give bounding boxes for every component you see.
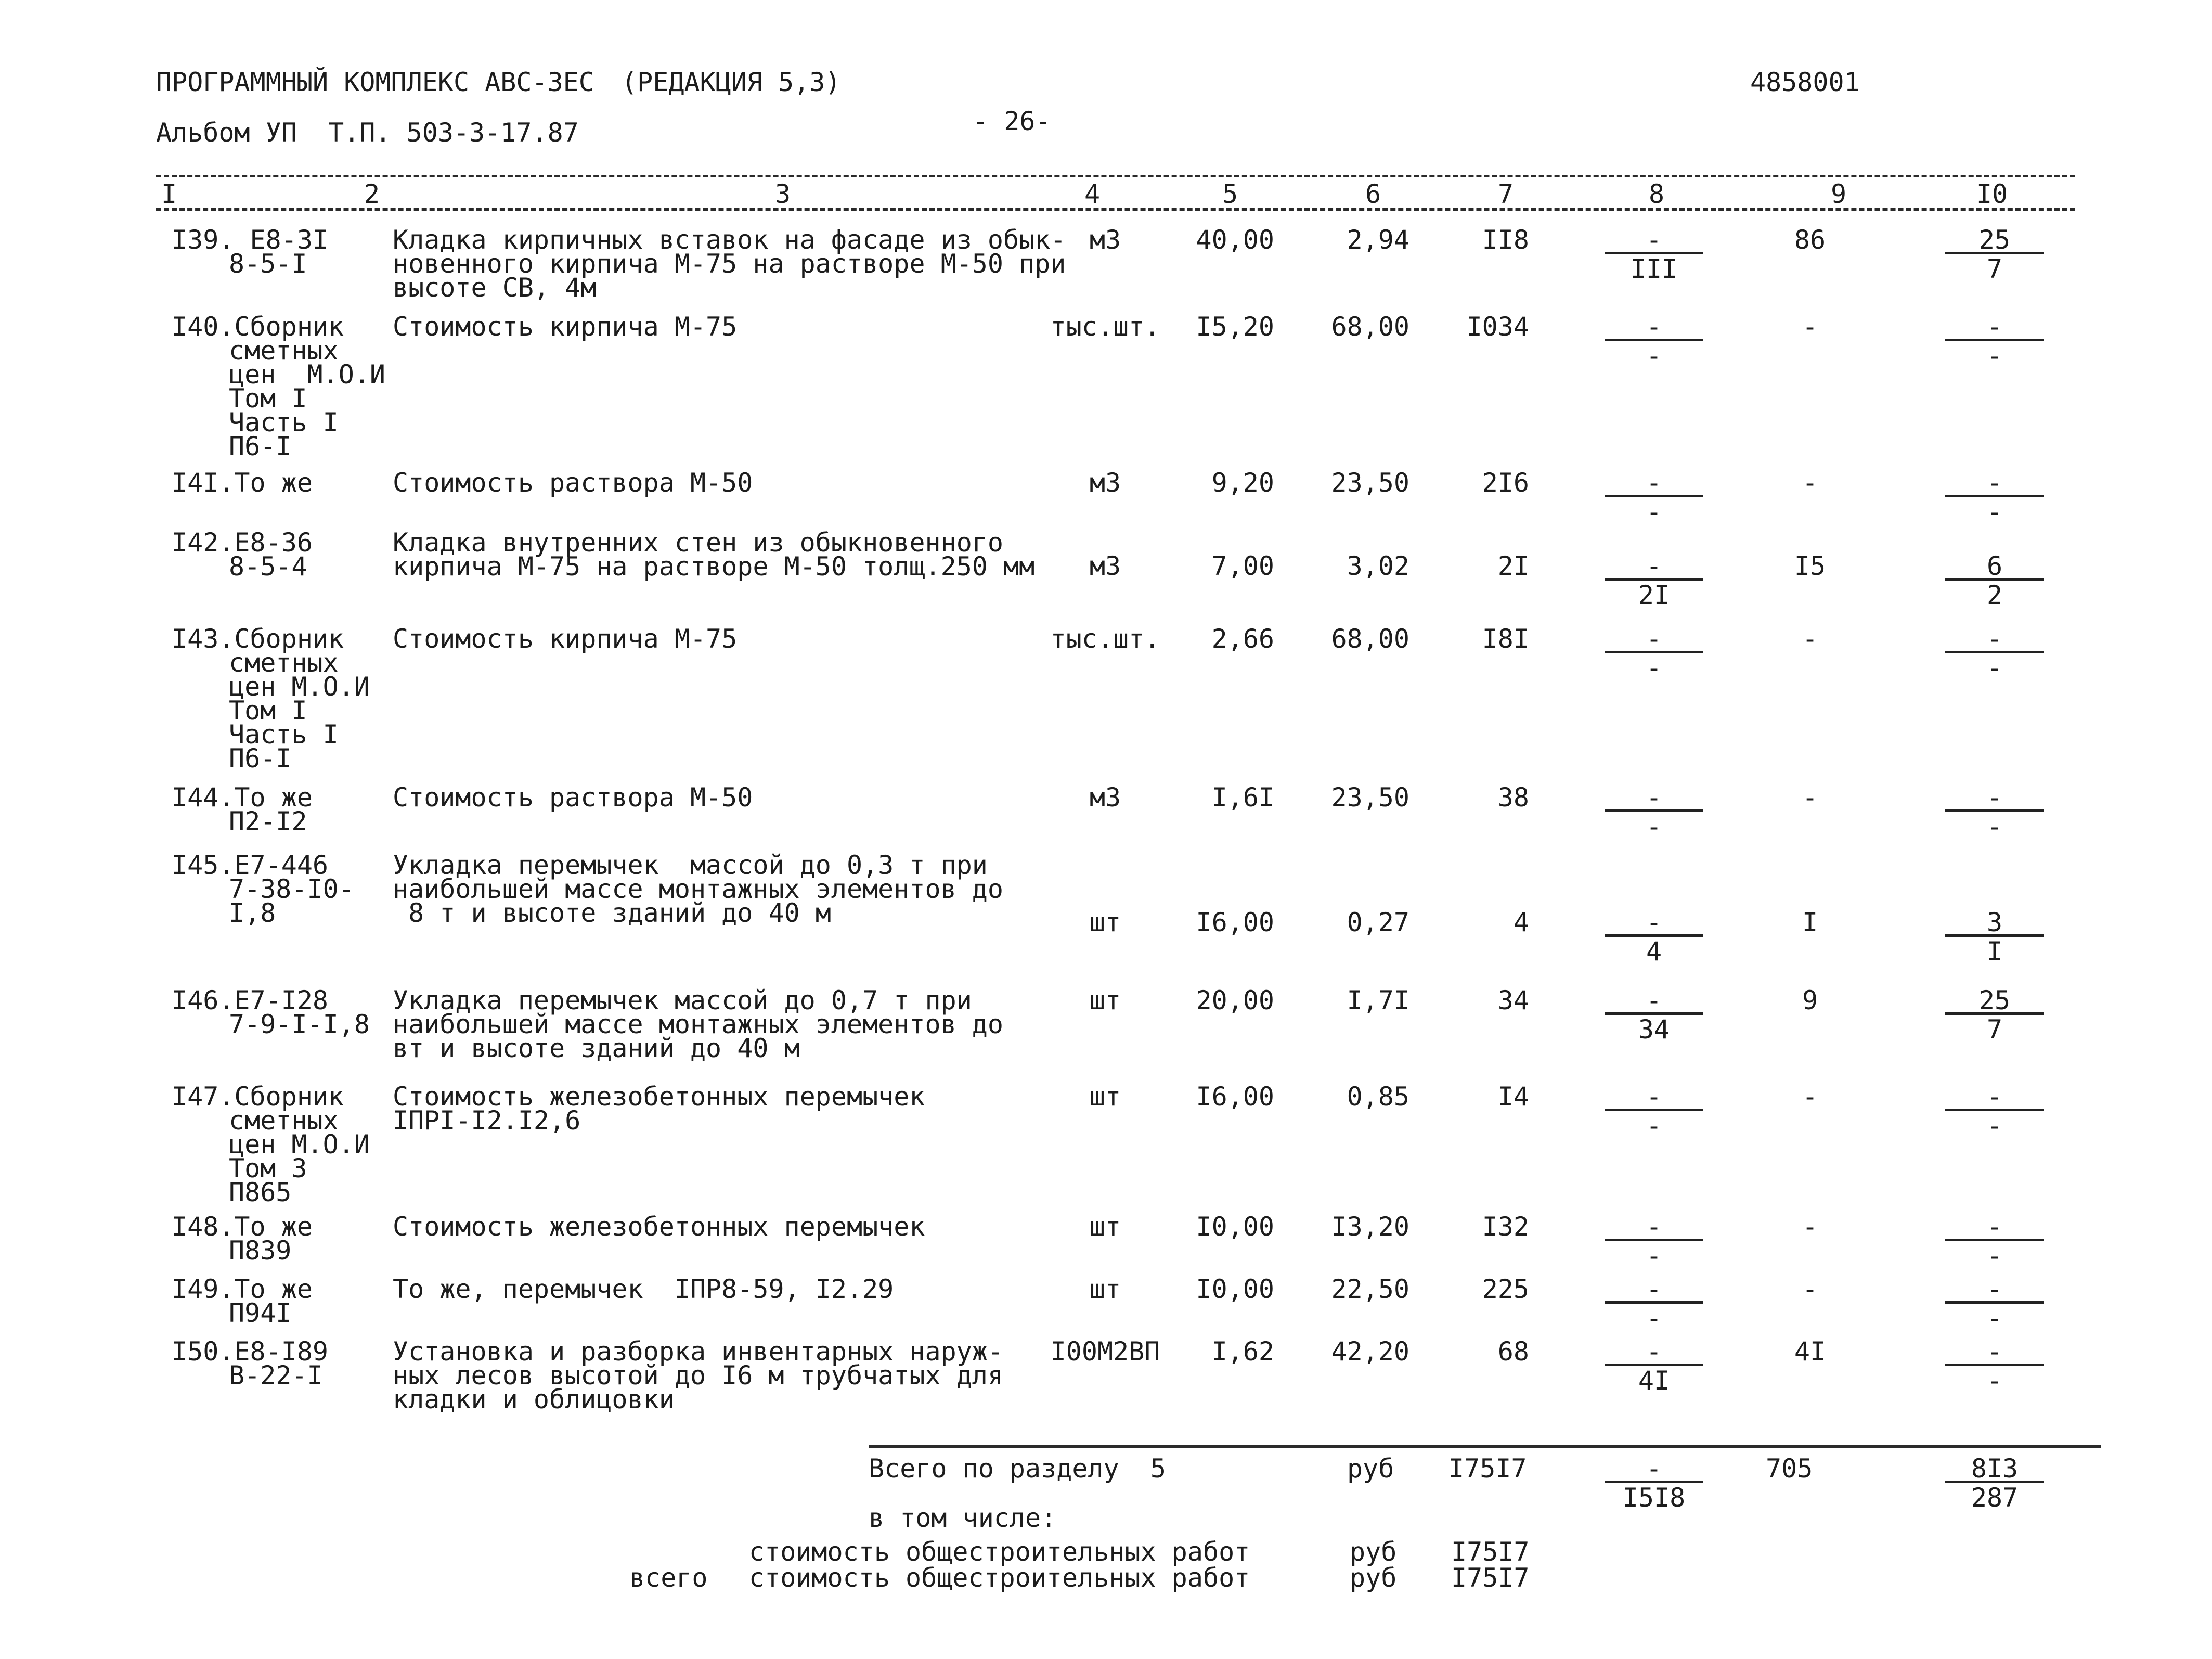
column-header-6: 6 [1365, 179, 1381, 209]
totals-col10-bottom: 287 [1971, 1483, 2019, 1513]
row-quantity: 40,00 [1196, 225, 1274, 255]
row-col10-fraction-top: - [1986, 1274, 2003, 1304]
row-col8-fraction-top: - [1646, 907, 1662, 937]
totals-col8-top: - [1646, 1454, 1662, 1484]
row-col10-fraction [1945, 1082, 2044, 1158]
row-code-line: I,8 [229, 898, 276, 928]
row-description-line: Стоимость раствора М-50 [393, 468, 753, 498]
row-col8-fraction-bottom: - [1646, 812, 1662, 842]
row-col10-fraction-bottom: - [1986, 1366, 2003, 1396]
row-code-line: П839 [229, 1236, 292, 1266]
column-header-3: 3 [775, 179, 791, 209]
row-col10-fraction-bottom: - [1986, 1241, 2003, 1271]
row-description-line: новенного кирпича М-75 на растворе М-50 при [393, 249, 1066, 279]
totals-col8-bottom: I5I8 [1622, 1483, 1686, 1513]
row-total-cost: I8I [1482, 624, 1529, 654]
row-code-line: сметных [229, 648, 339, 678]
row-col10-fraction [1945, 907, 2044, 983]
row-col8-fraction [1605, 1336, 1703, 1412]
row-quantity: 9,20 [1211, 468, 1274, 498]
header-bottom-rule [156, 208, 2075, 211]
row-number-code: I49.То же [172, 1274, 313, 1304]
row-number-code: I50.Е8-I89 [172, 1336, 329, 1367]
row-col8-fraction-top: - [1646, 551, 1662, 581]
row-col10-fraction [1945, 782, 2044, 858]
row-col10-fraction-top: - [1986, 782, 2003, 813]
row-number-code: I39. Е8-3I [172, 225, 329, 255]
row-unit-price: I,7I [1347, 985, 1409, 1015]
totals-col10-top: 8I3 [1971, 1454, 2019, 1484]
row-col9: 9 [1802, 985, 1818, 1015]
work-cost-label-1: стоимость общестроительных работ [749, 1537, 1250, 1567]
row-unit: шт [1089, 1212, 1121, 1242]
row-col8-fraction-top: - [1646, 782, 1662, 813]
row-col8-fraction-bottom: - [1646, 653, 1662, 683]
row-col10-fraction-bottom: I [1986, 936, 2003, 967]
row-col8-fraction [1605, 312, 1703, 388]
row-description-line: наибольшей массе монтажных элементов до [393, 1009, 1003, 1039]
work-cost-unit-1: руб [1350, 1537, 1397, 1567]
row-total-cost: 68 [1497, 1336, 1529, 1367]
row-col8-fraction-bottom: - [1646, 1111, 1662, 1141]
row-description-line: наибольшей массе монтажных элементов до [393, 874, 1003, 904]
totals-col10 [1945, 1454, 2044, 1529]
row-col8-fraction-top: - [1646, 985, 1662, 1015]
row-unit: м3 [1089, 468, 1121, 498]
row-col8-fraction [1605, 1082, 1703, 1158]
row-unit-price: 0,27 [1347, 907, 1409, 937]
row-quantity: 2,66 [1211, 624, 1274, 654]
row-col8-fraction-bottom: 4 [1646, 936, 1662, 967]
row-description-line: вт и высоте зданий до 40 м [393, 1033, 800, 1063]
row-total-cost: 38 [1497, 782, 1529, 813]
row-quantity: I6,00 [1196, 907, 1274, 937]
row-unit-price: 23,50 [1331, 782, 1409, 813]
page-number: - 26- [973, 106, 1051, 136]
row-col8-fraction-bottom: - [1646, 497, 1662, 527]
row-code-line: Часть I [229, 407, 339, 438]
column-header-1: I [161, 179, 177, 209]
row-total-cost: I32 [1482, 1212, 1529, 1242]
row-col8-fraction-top: - [1646, 1336, 1662, 1367]
row-unit: м3 [1089, 782, 1121, 813]
work-cost-value-1: I75I7 [1451, 1537, 1530, 1567]
row-col10-fraction-top: - [1986, 1082, 2003, 1112]
row-col8-fraction [1605, 468, 1703, 544]
totals-cost: I75I7 [1448, 1454, 1527, 1484]
row-quantity: I5,20 [1196, 312, 1274, 342]
row-description-line: Установка и разборка инвентарных наруж- [393, 1336, 1003, 1367]
row-code-line: В-22-I [229, 1360, 323, 1391]
row-col10-fraction [1945, 225, 2044, 301]
work-cost-unit-2: руб [1350, 1563, 1397, 1593]
row-total-cost: 4 [1513, 907, 1529, 937]
header-top-rule [156, 175, 2075, 177]
row-col9: - [1802, 1274, 1818, 1304]
row-code-line: 7-38-I0- [229, 874, 354, 904]
row-quantity: I,62 [1211, 1336, 1274, 1367]
row-number-code: I42.Е8-36 [172, 528, 313, 558]
row-col8-fraction-bottom: - [1646, 1241, 1662, 1271]
row-code-line: 8-5-4 [229, 551, 307, 582]
row-description-line: Укладка перемычек массой до 0,3 т при [393, 850, 988, 880]
row-col8-fraction-bottom: III [1630, 254, 1678, 284]
row-col10-fraction-top: 3 [1986, 907, 2003, 937]
row-description-line: высоте СВ, 4м [393, 273, 597, 303]
work-cost-label-2: стоимость общестроительных работ [749, 1563, 1250, 1593]
row-unit: шт [1089, 1082, 1121, 1112]
row-col10-fraction-bottom: - [1986, 812, 2003, 842]
row-unit-price: 23,50 [1331, 468, 1409, 498]
row-number-code: I40.Сборник [172, 312, 344, 342]
row-code-line: цен М.О.И [229, 1129, 370, 1160]
column-header-10: I0 [1976, 179, 2008, 209]
totals-rule [869, 1445, 2101, 1448]
totals-unit: руб [1347, 1454, 1394, 1484]
row-code-line: цен М.О.И [229, 672, 370, 702]
row-description-line: Стоимость кирпича М-75 [393, 624, 738, 654]
row-description-line: Стоимость железобетонных перемычек [393, 1082, 925, 1112]
row-col10-fraction-top: - [1986, 1336, 2003, 1367]
row-quantity: 20,00 [1196, 985, 1274, 1015]
row-col9: - [1802, 1212, 1818, 1242]
row-col8-fraction-top: - [1646, 624, 1662, 654]
row-unit: шт [1089, 907, 1121, 937]
row-col8-fraction-bottom: 2I [1638, 580, 1670, 610]
work-cost-value-2: I75I7 [1451, 1563, 1530, 1593]
edition-label: (РЕДАКЦИЯ 5,3) [622, 67, 841, 97]
column-header-5: 5 [1222, 179, 1238, 209]
row-col8-fraction-top: - [1646, 1212, 1662, 1242]
row-unit-price: I3,20 [1331, 1212, 1409, 1242]
row-col10-fraction-bottom: 7 [1986, 1014, 2003, 1045]
row-col8-fraction-top: - [1646, 1274, 1662, 1304]
row-total-cost: 2I6 [1482, 468, 1529, 498]
row-col8-fraction-top: - [1646, 468, 1662, 498]
row-col8-fraction-top: - [1646, 225, 1662, 255]
row-unit-price: 68,00 [1331, 312, 1409, 342]
row-col10-fraction-bottom: - [1986, 1303, 2003, 1333]
row-unit: тыс.шт. [1050, 312, 1160, 342]
column-header-8: 8 [1649, 179, 1665, 209]
row-description-line: Стоимость раствора М-50 [393, 782, 753, 813]
row-unit-price: 2,94 [1347, 225, 1409, 255]
row-code-line: 7-9-I-I,8 [229, 1009, 370, 1039]
row-code-line: цен М.О.И [229, 359, 386, 390]
row-code-line: П6-I [229, 743, 292, 774]
row-total-cost: II8 [1482, 225, 1529, 255]
row-code-line: П865 [229, 1177, 292, 1207]
row-col8-fraction-top: - [1646, 312, 1662, 342]
document-number: 4858001 [1750, 67, 1860, 97]
totals-col9: 705 [1766, 1454, 1813, 1484]
row-col10-fraction-bottom: 7 [1986, 254, 2003, 284]
row-description-line: Стоимость кирпича М-75 [393, 312, 738, 342]
row-col9: - [1802, 1082, 1818, 1112]
row-code-line: П94I [229, 1298, 292, 1328]
row-description-line: кладки и облицовки [393, 1384, 675, 1414]
row-description-line: 8 т и высоте зданий до 40 м [393, 898, 831, 928]
row-col10-fraction [1945, 312, 2044, 388]
row-col10-fraction-bottom: - [1986, 497, 2003, 527]
row-unit-price: 3,02 [1347, 551, 1409, 581]
album-label: Альбом УП Т.П. 503-3-17.87 [156, 118, 579, 148]
row-col9: - [1802, 624, 1818, 654]
row-unit-price: 0,85 [1347, 1082, 1409, 1112]
row-total-cost: 225 [1482, 1274, 1529, 1304]
row-unit: шт [1089, 1274, 1121, 1304]
row-description-line: Укладка перемычек массой до 0,7 т при [393, 985, 972, 1015]
row-col10-fraction [1945, 624, 2044, 700]
row-code-line: 8-5-I [229, 249, 307, 279]
row-number-code: I47.Сборник [172, 1082, 344, 1112]
row-col8-fraction-bottom: 34 [1638, 1014, 1670, 1045]
row-description-line: Кладка кирпичных вставок на фасаде из обык- [393, 225, 1066, 255]
row-col10-fraction-top: - [1986, 624, 2003, 654]
row-description-line: ных лесов высотой до I6 м трубчатых для [393, 1360, 1003, 1391]
row-description-line: Кладка внутренних стен из обыкновенного [393, 528, 1003, 558]
row-unit-price: 68,00 [1331, 624, 1409, 654]
row-col10-fraction-top: 25 [1978, 225, 2011, 255]
row-col8-fraction-bottom: 4I [1638, 1366, 1670, 1396]
row-col8-fraction [1605, 225, 1703, 301]
row-total-cost: I4 [1497, 1082, 1529, 1112]
row-col8-fraction [1605, 624, 1703, 700]
totals-label: Всего по разделу 5 [869, 1454, 1166, 1484]
row-total-cost: 34 [1497, 985, 1529, 1015]
row-code-line: Том 3 [229, 1153, 307, 1184]
row-unit-price: 42,20 [1331, 1336, 1409, 1367]
row-col8-fraction [1605, 907, 1703, 983]
row-col10-fraction-bottom: 2 [1986, 580, 2003, 610]
row-col8-fraction [1605, 782, 1703, 858]
row-col10-fraction-bottom: - [1986, 341, 2003, 371]
row-col8-fraction [1605, 551, 1703, 627]
row-code-line: сметных [229, 336, 339, 366]
row-col9: I [1802, 907, 1818, 937]
row-col10-fraction-top: - [1986, 1212, 2003, 1242]
row-code-line: Том I [229, 383, 307, 414]
row-number-code: I43.Сборник [172, 624, 344, 654]
row-col9: 4I [1794, 1336, 1826, 1367]
row-description-line: То же, перемычек IПР8-59, I2.29 [393, 1274, 894, 1304]
row-unit: шт [1089, 985, 1121, 1015]
row-col10-fraction-top: - [1986, 312, 2003, 342]
row-col10-fraction-top: - [1986, 468, 2003, 498]
row-number-code: I44.То же [172, 782, 313, 813]
column-header-4: 4 [1084, 179, 1101, 209]
row-col8-fraction-bottom: - [1646, 1303, 1662, 1333]
row-col9: - [1802, 312, 1818, 342]
row-quantity: I6,00 [1196, 1082, 1274, 1112]
row-col9: - [1802, 782, 1818, 813]
row-total-cost: I034 [1466, 312, 1529, 342]
row-col8-fraction-top: - [1646, 1082, 1662, 1112]
column-header-9: 9 [1831, 179, 1847, 209]
row-code-line: Часть I [229, 719, 339, 750]
row-col10-fraction [1945, 468, 2044, 544]
program-title: ПРОГРАММНЫЙ КОМПЛЕКС АВС-ЗЕС [156, 67, 594, 97]
row-number-code: I48.То же [172, 1212, 313, 1242]
row-col10-fraction-bottom: - [1986, 653, 2003, 683]
row-unit-price: 22,50 [1331, 1274, 1409, 1304]
column-header-7: 7 [1498, 179, 1514, 209]
row-description-line: Стоимость железобетонных перемычек [393, 1212, 925, 1242]
row-col10-fraction [1945, 551, 2044, 627]
row-col8-fraction-bottom: - [1646, 341, 1662, 371]
including-label: в том числе: [869, 1503, 1057, 1533]
row-code-line: сметных [229, 1105, 339, 1136]
row-col10-fraction-top: 6 [1986, 551, 2003, 581]
row-col10-fraction [1945, 1336, 2044, 1412]
row-quantity: I0,00 [1196, 1274, 1274, 1304]
row-code-line: П2-I2 [229, 806, 307, 837]
row-number-code: I46.Е7-I28 [172, 985, 329, 1015]
totals-col8 [1605, 1454, 1703, 1529]
row-unit: тыс.шт. [1050, 624, 1160, 654]
row-total-cost: 2I [1497, 551, 1529, 581]
row-unit: м3 [1089, 225, 1121, 255]
row-quantity: I0,00 [1196, 1212, 1274, 1242]
row-description-line: кирпича М-75 на растворе М-50 толщ.250 мм [393, 551, 1035, 582]
row-col9: - [1802, 468, 1818, 498]
row-unit: I00М2ВП [1050, 1336, 1160, 1367]
row-col9: 86 [1794, 225, 1826, 255]
row-col9: I5 [1794, 551, 1826, 581]
row-number-code: I4I.То же [172, 468, 313, 498]
row-quantity: I,6I [1211, 782, 1274, 813]
row-code-line: П6-I [229, 431, 292, 461]
row-number-code: I45.Е7-446 [172, 850, 329, 880]
row-col10-fraction-top: 25 [1978, 985, 2011, 1015]
row-col10-fraction [1945, 985, 2044, 1061]
row-quantity: 7,00 [1211, 551, 1274, 581]
row-description-line: IПРI-I2.I2,6 [393, 1105, 581, 1136]
row-col10-fraction-bottom: - [1986, 1111, 2003, 1141]
grand-total-label: всего [629, 1563, 708, 1593]
column-header-2: 2 [364, 179, 380, 209]
row-code-line: Том I [229, 696, 307, 726]
row-unit: м3 [1089, 551, 1121, 581]
row-col8-fraction [1605, 985, 1703, 1061]
